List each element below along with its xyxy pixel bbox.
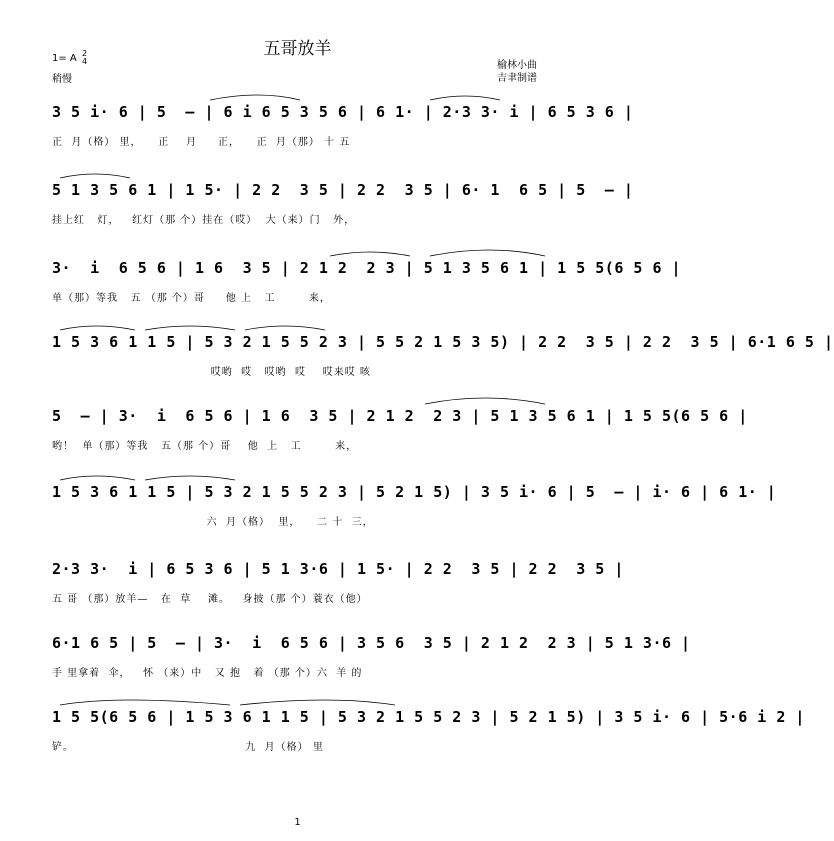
lyrics-line: 手 里拿着 伞， 怀 （来）中 又 抱 着 （那 个）六 羊 的 [52, 668, 363, 679]
notation-line: 1 5 3 6 1 1 5 | 5 3 2 1 5 5 2 3 | 5 2 1 5) | 3 5 i· 6 | 5 — | i· 6 | 6 1· | [52, 483, 777, 501]
notation-line: 6·1 6 5 | 5 — | 3· i 6 5 6 | 3 5 6 3 5 | 2 1 2 2 3 | 5 1 3·6 | [52, 634, 691, 652]
lyrics-line: 哟！ 单（那）等我 五（那 个）哥 他 上 工 来， [52, 441, 358, 452]
time-signature [82, 50, 87, 66]
arranger-credit: 吉聿制谱 [497, 73, 537, 84]
notation-line: 1 5 3 6 1 1 5 | 5 3 2 1 5 5 2 3 | 5 5 2 1 5 3 5) | 2 2 3 5 | 2 2 3 5 | 6·1 6 5 | [52, 333, 834, 351]
notation-line: 3· i 6 5 6 | 1 6 3 5 | 2 1 2 2 3 | 5 1 3 5 6 1 | 1 5 5(6 5 6 | [52, 259, 682, 277]
lyrics-line: 正 月（格） 里， 正 月 正， 正 月（那） 十 五 [52, 137, 351, 148]
lyrics-line: 哎哟 哎 哎哟 哎 哎来哎 咳 [52, 367, 371, 378]
lyrics-line: 五 哥 （那）放羊— 在 草 滩。 身披（那 个）蓑衣（他） [52, 594, 368, 605]
origin-credit: 榆林小曲 [497, 60, 537, 71]
time-signature-bottom: 4 [81, 57, 88, 66]
lyrics-line: 单（那）等我 五 （那 个）哥 他 上 工 来， [52, 293, 331, 304]
notation-line: 2·3 3· i | 6 5 3 6 | 5 1 3·6 | 1 5· | 2 2 3 5 | 2 2 3 5 | [52, 560, 624, 578]
notation-line: 5 1 3 5 6 1 | 1 5· | 2 2 3 5 | 2 2 3 5 | 6· 1 6 5 | 5 — | [52, 181, 634, 199]
notation-line: 5 — | 3· i 6 5 6 | 1 6 3 5 | 2 1 2 2 3 | 5 1 3 5 6 1 | 1 5 5(6 5 6 | [52, 407, 748, 425]
notation-line: 1 5 5(6 5 6 | 1 5 3 6 1 1 5 | 5 3 2 1 5 5 2 3 | 5 2 1 5) | 3 5 i· 6 | 5·6 i 2 | [52, 708, 805, 726]
lyrics-line: 铲。 九 月（格） 里 [52, 742, 324, 753]
time-signature-top: 2 [81, 49, 88, 58]
page-number: 1 [294, 817, 301, 828]
key-label: 1= A [52, 53, 77, 64]
lyrics-line: 挂上红 灯， 红灯（那 个）挂在（哎） 大（来）门 外， [52, 215, 356, 226]
tempo-marking: 稍慢 [52, 74, 72, 85]
key-signature [52, 50, 87, 66]
notation-line: 3 5 i· 6 | 5 — | 6 i 6 5 3 5 6 | 6 1· | 2·3 3· i | 6 5 3 6 | [52, 103, 634, 121]
lyrics-line: 六 月（格） 里， 二 十 三， [52, 517, 374, 528]
page-title: 五哥放羊 [263, 39, 332, 59]
